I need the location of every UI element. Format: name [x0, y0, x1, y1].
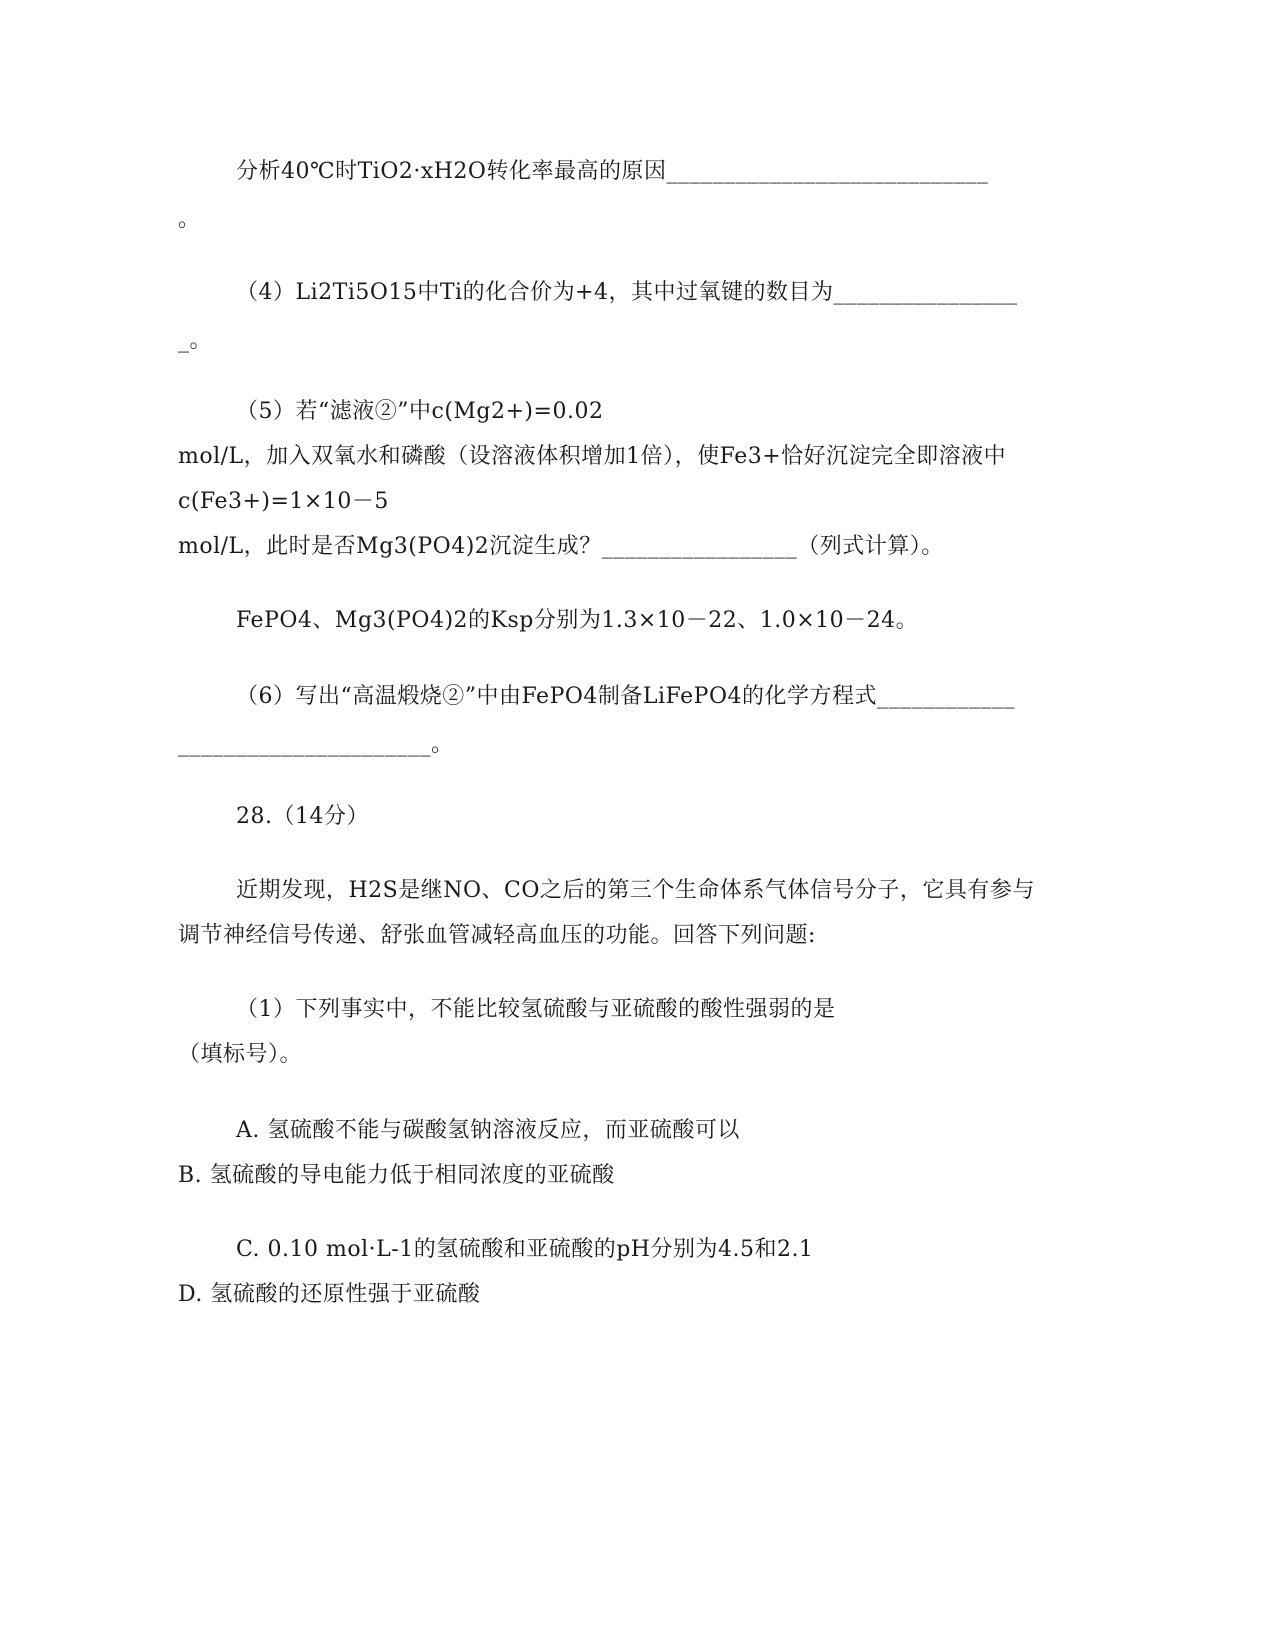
text-line-q5-cont-3: mol/L，此时是否Mg3(PO4)2沉淀生成？_________________（列式计算）。	[178, 534, 944, 559]
text-line-q6-end: ______________________。	[178, 732, 454, 757]
text-line-q5-cont-1: mol/L，加入双氧水和磷酸（设溶液体积增加1倍），使Fe3+恰好沉淀完全即溶液中	[178, 444, 1007, 469]
text-line-q3-end: 。	[178, 207, 201, 232]
option-a: A. 氢硫酸不能与碳酸氢钠溶液反应，而亚硫酸可以	[236, 1118, 740, 1143]
text-line-q5: （5）若“滤液②”中c(Mg2+)=0.02	[236, 399, 604, 424]
text-line-sub-q1: （1）下列事实中，不能比较氢硫酸与亚硫酸的酸性强弱的是	[236, 997, 836, 1022]
text-line-q5-cont-2: c(Fe3+)=1×10－5	[178, 489, 389, 514]
text-line-q6: （6）写出“高温煅烧②”中由FePO4制备LiFePO4的化学方程式____________	[236, 684, 1015, 709]
text-line-intro-1: 近期发现，H2S是继NO、CO之后的第三个生命体系气体信号分子，它具有参与	[236, 878, 1035, 903]
text-line-sub-q1-end: （填标号）。	[178, 1042, 303, 1067]
option-b: B. 氢硫酸的导电能力低于相同浓度的亚硫酸	[178, 1163, 615, 1188]
text-line-q4-end: _。	[178, 328, 213, 353]
text-line-intro-2: 调节神经信号传递、舒张血管减轻高血压的功能。回答下列问题:	[178, 923, 816, 948]
option-c: C. 0.10 mol·L-1的氢硫酸和亚硫酸的pH分别为4.5和2.1	[236, 1237, 814, 1262]
option-d: D. 氢硫酸的还原性强于亚硫酸	[178, 1282, 481, 1307]
text-line-ksp: FePO4、Mg3(PO4)2的Ksp分别为1.3×10－22、1.0×10－24。	[236, 608, 919, 633]
text-line-q3-reason: 分析40℃时TiO2·xH2O转化率最高的原因____________________________	[236, 159, 989, 184]
text-line-q4: （4）Li2Ti5O15中Ti的化合价为+4，其中过氧键的数目为________________	[236, 280, 1018, 305]
question-number-28: 28.（14分）	[236, 804, 369, 829]
